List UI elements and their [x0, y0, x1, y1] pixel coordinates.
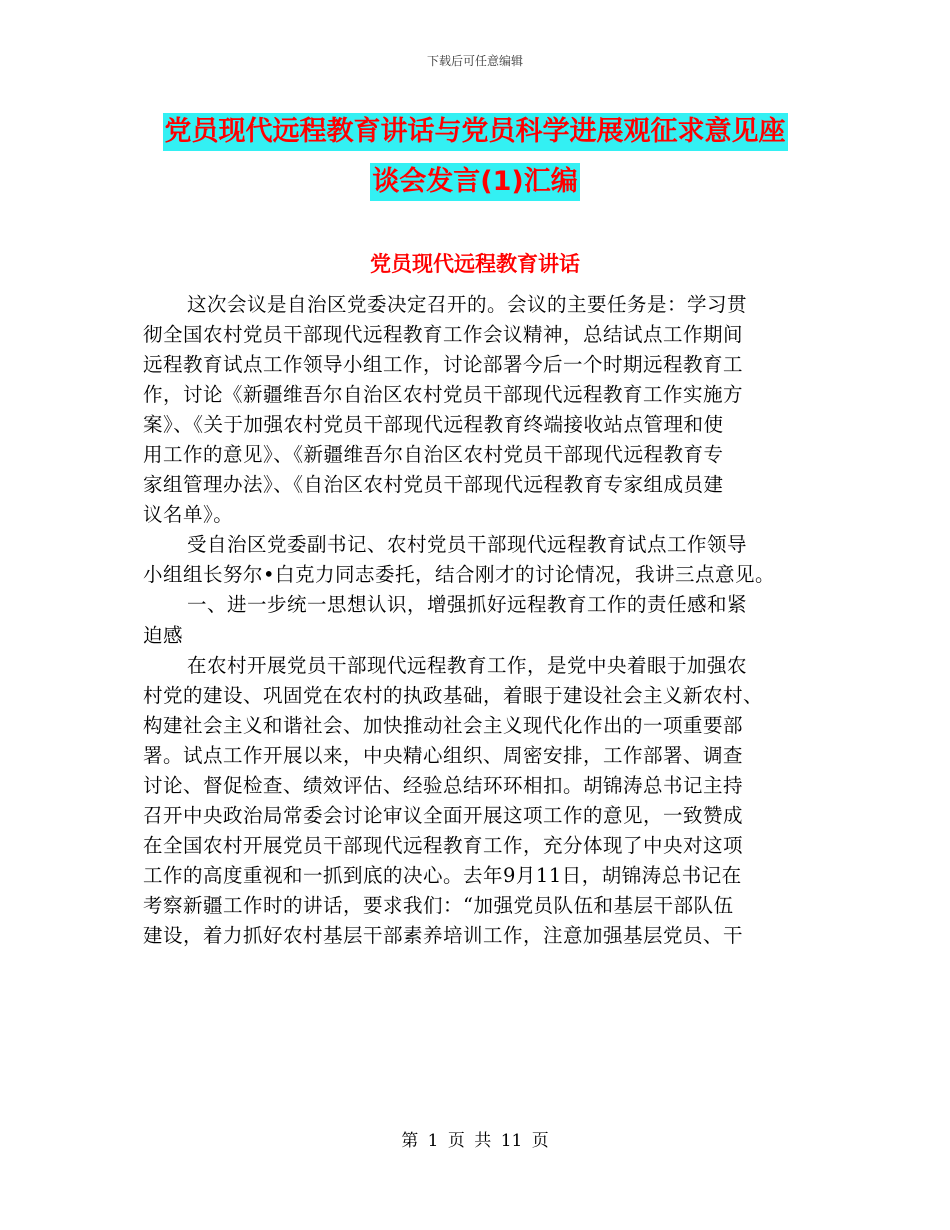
body-line: 迫感: [143, 623, 184, 647]
body-text: [143, 290, 808, 951]
body-line: 作，讨论《新疆维吾尔自治区农村党员干部现代远程教育工作实施方: [143, 383, 744, 407]
document-title: [140, 110, 810, 210]
body-line: 议名单》。: [143, 503, 234, 527]
body-line: 构建社会主义和谐社会、加快推动社会主义现代化作出的一项重要部: [143, 713, 744, 737]
body-line: 这次会议是自治区党委决定召开的。会议的主要任务是：学习贯: [187, 293, 748, 316]
body-line: 工作的高度重视和一抓到底的决心。去年9月11日，胡锦涛总书记在: [143, 863, 742, 887]
page-number: 第 1 页 共 11 页: [401, 1131, 549, 1151]
body-line: 署。试点工作开展以来，中央精心组织、周密安排，工作部署、调查: [143, 743, 744, 767]
section-heading: 党员现代远程教育讲话: [370, 252, 580, 276]
body-line: 在全国农村开展党员干部现代远程教育工作，充分体现了中央对这项: [143, 833, 744, 857]
body-line: 家组管理办法》、《自治区农村党员干部现代远程教育专家组成员建: [143, 473, 724, 497]
body-line: 建设，着力抓好农村基层干部素养培训工作，注意加强基层党员、干: [143, 923, 744, 947]
body-line: 小组组长努尔•白克力同志委托，结合刚才的讨论情况，我讲三点意见。: [143, 563, 776, 587]
body-line: 远程教育试点工作领导小组工作，讨论部署今后一个时期远程教育工: [143, 353, 744, 377]
body-line: 一、进一步统一思想认识，增强抓好远程教育工作的责任感和紧: [187, 593, 748, 617]
title-line-1: 党员现代远程教育讲话与党员科学进展观征求意见座: [163, 113, 788, 151]
body-line: 在农村开展党员干部现代远程教育工作，是党中央着眼于加强农: [187, 653, 748, 677]
body-line: 考察新疆工作时的讲话，要求我们：“加强党员队伍和基层干部队伍: [143, 893, 734, 917]
body-line: 彻全国农村党员干部现代远程教育工作会议精神，总结试点工作期间: [143, 323, 744, 347]
body-line: 案》、《关于加强农村党员干部现代远程教育终端接收站点管理和使: [143, 413, 724, 437]
body-line: 村党的建设、巩固党在农村的执政基础，着眼于建设社会主义新农村、: [143, 683, 764, 707]
body-line: 受自治区党委副书记、农村党员干部现代远程教育试点工作领导: [187, 533, 748, 557]
page-header-note: 下载后可任意编辑: [426, 54, 523, 68]
title-line-2: 谈会发言(1)汇编: [370, 163, 579, 201]
body-line: 用工作的意见》、《新疆维吾尔自治区农村党员干部现代远程教育专: [143, 443, 724, 467]
body-line: 讨论、督促检查、绩效评估、经验总结环环相扣。胡锦涛总书记主持: [143, 773, 744, 797]
body-line: 召开中央政治局常委会讨论审议全面开展这项工作的意见，一致赞成: [143, 803, 744, 827]
